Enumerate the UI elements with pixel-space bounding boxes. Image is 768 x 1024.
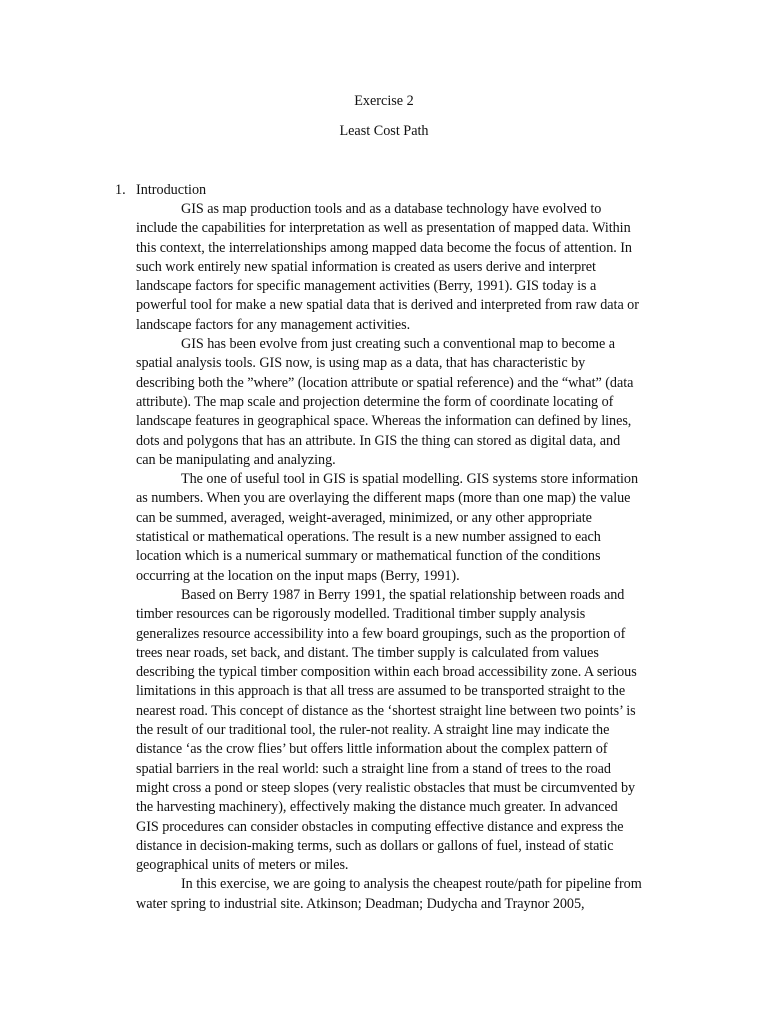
section-heading: Introduction <box>136 182 207 198</box>
body-line: landscape factors for any management activities. <box>136 316 411 333</box>
body-line: In this exercise, we are going to analysis the cheapest route/path for pipeline from <box>181 876 642 893</box>
body-line: statistical or mathematical operations. The result is a new number assigned to each <box>136 529 601 546</box>
document-title: Exercise 2 <box>354 93 414 109</box>
body-line: can be manipulating and analyzing. <box>136 451 336 468</box>
body-line: landscape factors for specific management activities (Berry, 1991). GIS today is a <box>136 278 597 295</box>
body-line: spatial analysis tools. GIS now, is using map as a data, that has characteristic by <box>136 355 586 372</box>
body-line: might cross a pond or steep slopes (very realistic obstacles that must be circumvented by <box>136 779 636 796</box>
body-line: powerful tool for make a new spatial data that is derived and interpreted from raw data or <box>136 297 639 314</box>
body-line: nearest road. This concept of distance as the ‘shortest straight line between two points’ is <box>136 702 636 719</box>
document-subtitle: Least Cost Path <box>339 123 429 139</box>
body-line: distance ‘as the crow flies’ but offers little information about the complex pattern of <box>136 741 608 758</box>
body-line: limitations in this approach is that all tress are assumed to be transported straight to the <box>136 683 626 700</box>
body-line: occurring at the location on the input maps (Berry, 1991). <box>136 567 460 584</box>
body-line: can be summed, averaged, weight-averaged, minimized, or any other appropriate <box>136 509 592 526</box>
body-line: GIS has been evolve from just creating such a conventional map to become a <box>181 336 616 353</box>
body-line: GIS as map production tools and as a database technology have evolved to <box>181 201 602 217</box>
body-line: landscape features in geographical space. Whereas the information can defined by lines, <box>136 413 632 430</box>
body-line: GIS procedures can consider obstacles in computing effective distance and express the <box>136 818 624 835</box>
body-line: the harvesting machinery), effectively making the distance much greater. In advanced <box>136 799 618 816</box>
body-line: timber resources can be rigorously modelled. Traditional timber supply analysis <box>136 606 586 623</box>
body-text <box>136 200 678 914</box>
body-line: attribute). The map scale and projection determine the form of coordinate locating of <box>136 393 614 410</box>
body-line: generalizes resource accessibility into a few board groupings, such as the proportion of <box>136 625 626 642</box>
body-line: water spring to industrial site. Atkinson; Deadman; Dudycha and Traynor 2005, <box>136 895 585 912</box>
body-line: as numbers. When you are overlaying the different maps (more than one map) the value <box>136 490 631 507</box>
body-line: spatial barriers in the real world: such a straight line from a stand of trees to the road <box>136 760 611 777</box>
section-number: 1. <box>115 182 126 198</box>
body-line: distance in decision-making terms, such as dollars or gallons of fuel, instead of static <box>136 837 614 854</box>
body-line: describing both the ”where” (location attribute or spatial reference) and the “what” (data <box>136 374 634 391</box>
body-line: this context, the interrelationships among mapped data become the focus of attention. In <box>136 239 632 256</box>
body-line: The one of useful tool in GIS is spatial modelling. GIS systems store information <box>181 471 638 488</box>
body-line: the result of our traditional tool, the ruler-not reality. A straight line may indicate the <box>136 722 610 739</box>
body-line: location which is a numerical summary or mathematical function of the conditions <box>136 548 601 565</box>
body-line: dots and polygons that has an attribute. In GIS the thing can stored as digital data, and <box>136 432 621 449</box>
body-line: geographical units of meters or miles. <box>136 857 349 874</box>
body-line: include the capabilities for interpretation as well as presentation of mapped data. Within <box>136 220 631 237</box>
body-line: trees near roads, set back, and distant. The timber supply is calculated from values <box>136 644 599 661</box>
body-line: describing the typical timber composition within each broad accessibility zone. A serious <box>136 664 637 681</box>
body-line: such work entirely new spatial information is created as users derive and interpret <box>136 258 596 275</box>
body-line: Based on Berry 1987 in Berry 1991, the spatial relationship between roads and <box>181 586 625 603</box>
